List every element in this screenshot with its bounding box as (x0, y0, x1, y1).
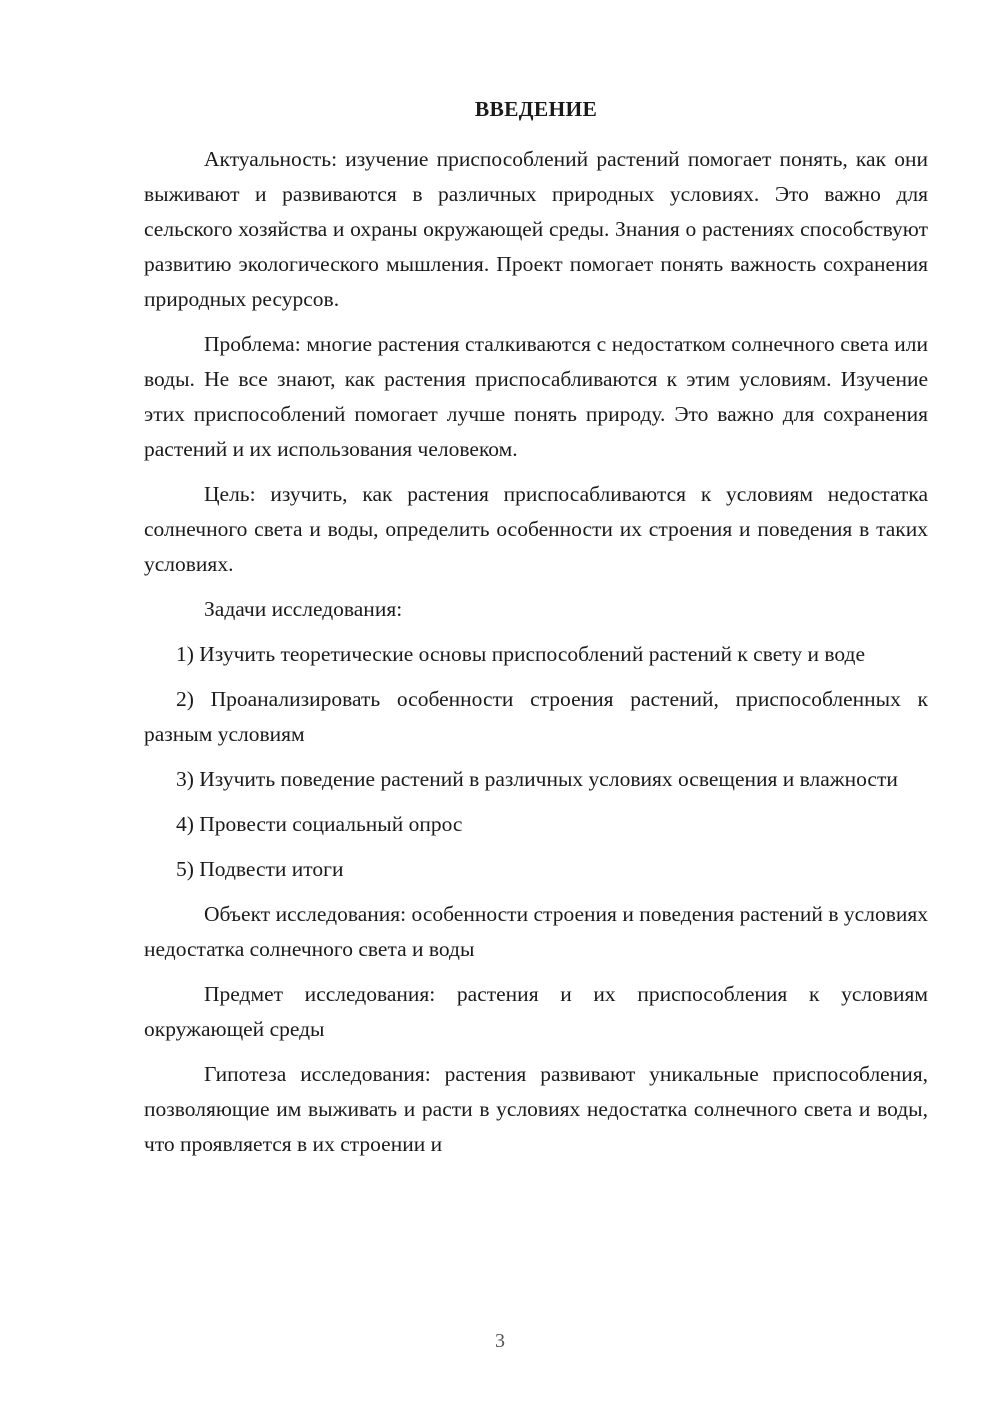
document-page (144, 92, 928, 1172)
page-title: ВВЕДЕНИЕ (474, 97, 598, 121)
page-number: 3 (495, 1330, 505, 1352)
object-paragraph: Объект исследования: особенности строения и поведения растений в условиях недостатка солнечного света и воды (144, 902, 928, 961)
hypothesis-paragraph: Гипотеза исследования: растения развивают уникальные приспособления, позволяющие им выживать и расти в условиях недостатка солнечного света и воды, что проявляется в их строении и (144, 1062, 928, 1156)
task-item-2: 2) Проанализировать особенности строения растений, приспособленных к разным условиям (144, 687, 928, 746)
task-item-4: 4) Провести социальный опрос (176, 812, 463, 836)
task-item-5: 5) Подвести итоги (176, 857, 344, 881)
subject-paragraph: Предмет исследования: растения и их приспособления к условиям окружающей среды (144, 982, 928, 1041)
goal-paragraph: Цель: изучить, как растения приспосабливаются к условиям недостатка солнечного света и воды, определить особенности их строения и поведения в таких условиях. (144, 482, 928, 576)
task-item-3: 3) Изучить поведение растений в различных условиях освещения и влажности (176, 767, 898, 791)
problem-paragraph: Проблема: многие растения сталкиваются с недостатком солнечного света или воды. Не все знают, как растения приспосабливаются к этим условиям. Изучение этих приспособлений помогает лучше понять природу. Это важно для сохранения растений и их использования человеком. (144, 332, 928, 461)
task-item-1: 1) Изучить теоретические основы приспособлений растений к свету и воде (176, 642, 866, 666)
relevance-paragraph: Актуальность: изучение приспособлений растений помогает понять, как они выживают и развиваются в различных природных условиях. Это важно для сельского хозяйства и охраны окружающей среды. Знания о растениях способствуют развитию экологического мышления. Проект помогает понять важность сохранения природных ресурсов. (144, 147, 928, 311)
tasks-heading: Задачи исследования: (204, 597, 403, 621)
